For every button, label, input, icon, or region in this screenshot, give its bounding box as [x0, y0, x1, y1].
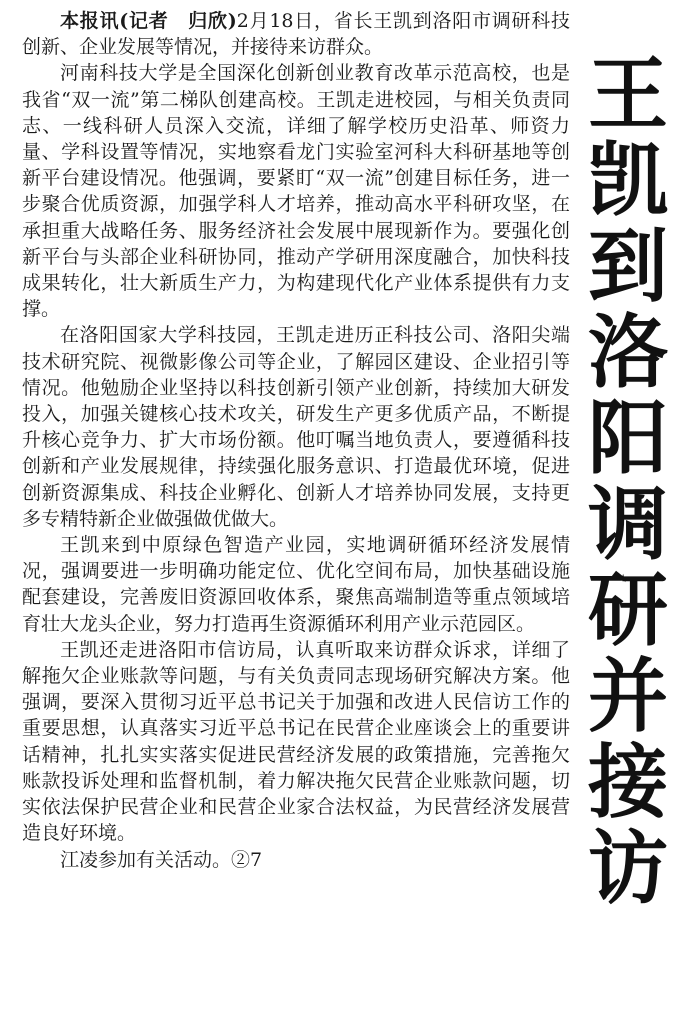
paragraph-4: 王凯来到中原绿色智造产业园，实地调研循环经济发展情况，强调要进一步明确功能定位、优化空间布局，加快基础设施配套建设，完善废旧资源回收体系，聚焦高端制造等重点领域培育壮大龙头企业，努力打造再生资源循环利用产业示范园区。: [22, 534, 570, 635]
paragraph-1: [22, 8, 570, 60]
paragraph-6: 江凌参加有关活动。②7: [60, 848, 263, 871]
byline-lead: 本报讯(记者 归欣): [60, 10, 237, 32]
headline-char: 调: [588, 478, 668, 571]
headline: [583, 48, 673, 915]
headline-char: 阳: [588, 392, 668, 485]
headline-char: 洛: [588, 306, 668, 399]
paragraph-2: 河南科技大学是全国深化创新创业教育改革示范高校，也是我省“双一流”第二梯队创建高校。王凯走进校园，与相关负责同志、一线科研人员深入交流，详细了解学校历史沿革、师资力量、学科设置等情况，实地察看龙门实验室河科大科研基地等创新平台建设情况。他强调，要紧盯“双一流”创建目标任务，进一步聚合优质资源，加强学科人才培养，推动高水平科研攻坚，在承担重大战略任务、服务经济社会发展中展现新作为。要强化创新平台与头部企业科研协同，推动产学研用深度融合，加快科技成果转化，壮大新质生产力，为构建现代化产业体系提供有力支撑。: [22, 62, 570, 321]
paragraph-1-text: 2月18日，省长王凯到洛阳市调研科技创新、企业发展等情况，并接待来访群众。: [22, 10, 570, 59]
headline-char: 研: [588, 564, 668, 657]
headline-char: 凯: [588, 134, 668, 227]
headline-char: 访: [588, 822, 668, 915]
paragraph-3: 在洛阳国家大学科技园，王凯走进历正科技公司、洛阳尖端技术研究院、视微影像公司等企业，了解园区建设、企业招引等情况。他勉励企业坚持以科技创新引领产业创新，持续加大研发投入，加强关键核心技术攻关，研发生产更多优质产品，不断提升核心竞争力、扩大市场份额。他叮嘱当地负责人，要遵循科技创新和产业发展规律，持续强化服务意识、打造最优环境，促进创新资源集成、科技企业孵化、创新人才培养协同发展，支持更多专精特新企业做强做优做大。: [22, 324, 570, 530]
headline-char: 并: [588, 650, 668, 743]
article-body: [22, 8, 570, 1003]
paragraph-5: 王凯还走进洛阳市信访局，认真听取来访群众诉求，详细了解拖欠企业账款等问题，与有关负责同志现场研究解决方案。他强调，要深入贯彻习近平总书记关于加强和改进人民信访工作的重要思想，认真落实习近平总书记在民营企业座谈会上的重要讲话精神，扎扎实实落实促进民营经济发展的政策措施，完善拖欠账款投诉处理和监督机制，着力解决拖欠民营企业账款问题，切实依法保护民营企业和民营企业家合法权益，为民营经济发展营造良好环境。: [22, 638, 570, 845]
headline-char: 接: [588, 736, 668, 829]
headline-char: 到: [588, 220, 668, 313]
headline-char: 王: [588, 48, 668, 141]
